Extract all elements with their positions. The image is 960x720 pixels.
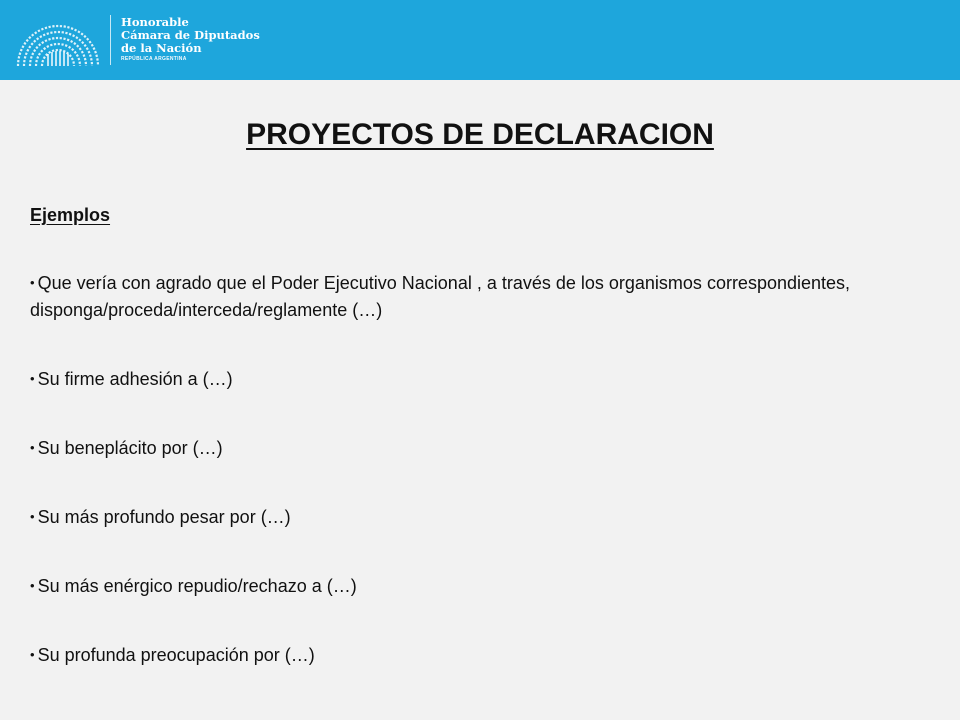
example-list (30, 269, 910, 669)
slide-body (30, 202, 910, 710)
list-item-text: Su más profundo pesar por (…) (37, 507, 291, 527)
list-item-text: Su beneplácito por (…) (37, 438, 223, 458)
logo-divider (110, 15, 111, 65)
list-item (30, 641, 910, 669)
list-item-text: Su más enérgico repudio/rechazo a (…) (37, 576, 357, 596)
slide-title: PROYECTOS DE DECLARACION (246, 118, 714, 151)
bullet-icon: • (30, 578, 35, 593)
list-item (30, 434, 910, 462)
list-item-text: Su profunda preocupación por (…) (37, 645, 315, 665)
list-item (30, 503, 910, 531)
bullet-icon: • (30, 371, 35, 386)
logo-line-3: de la Nación (121, 41, 202, 55)
bullet-icon: • (30, 509, 35, 524)
list-item (30, 269, 910, 324)
list-item-text: Su firme adhesión a (…) (37, 369, 233, 389)
bullet-icon: • (30, 647, 35, 662)
section-subtitle: Ejemplos (30, 205, 111, 225)
bullet-icon: • (30, 275, 35, 290)
bullet-icon: • (30, 440, 35, 455)
logo-line-2: Cámara de Diputados (121, 28, 260, 42)
logo-wordmark (121, 16, 260, 64)
list-item (30, 365, 910, 393)
logo-line-1: Honorable (121, 15, 189, 29)
institution-logo (14, 8, 260, 72)
list-item (30, 572, 910, 600)
logo-line-4: REPÚBLICA ARGENTINA (121, 56, 187, 62)
header-band (0, 0, 960, 80)
congress-dome-icon (14, 12, 102, 68)
list-item-text: Que vería con agrado que el Poder Ejecutivo Nacional , a través de los organismos correspondientes, disponga/proceda/interceda/reglamente (…) (30, 273, 851, 320)
